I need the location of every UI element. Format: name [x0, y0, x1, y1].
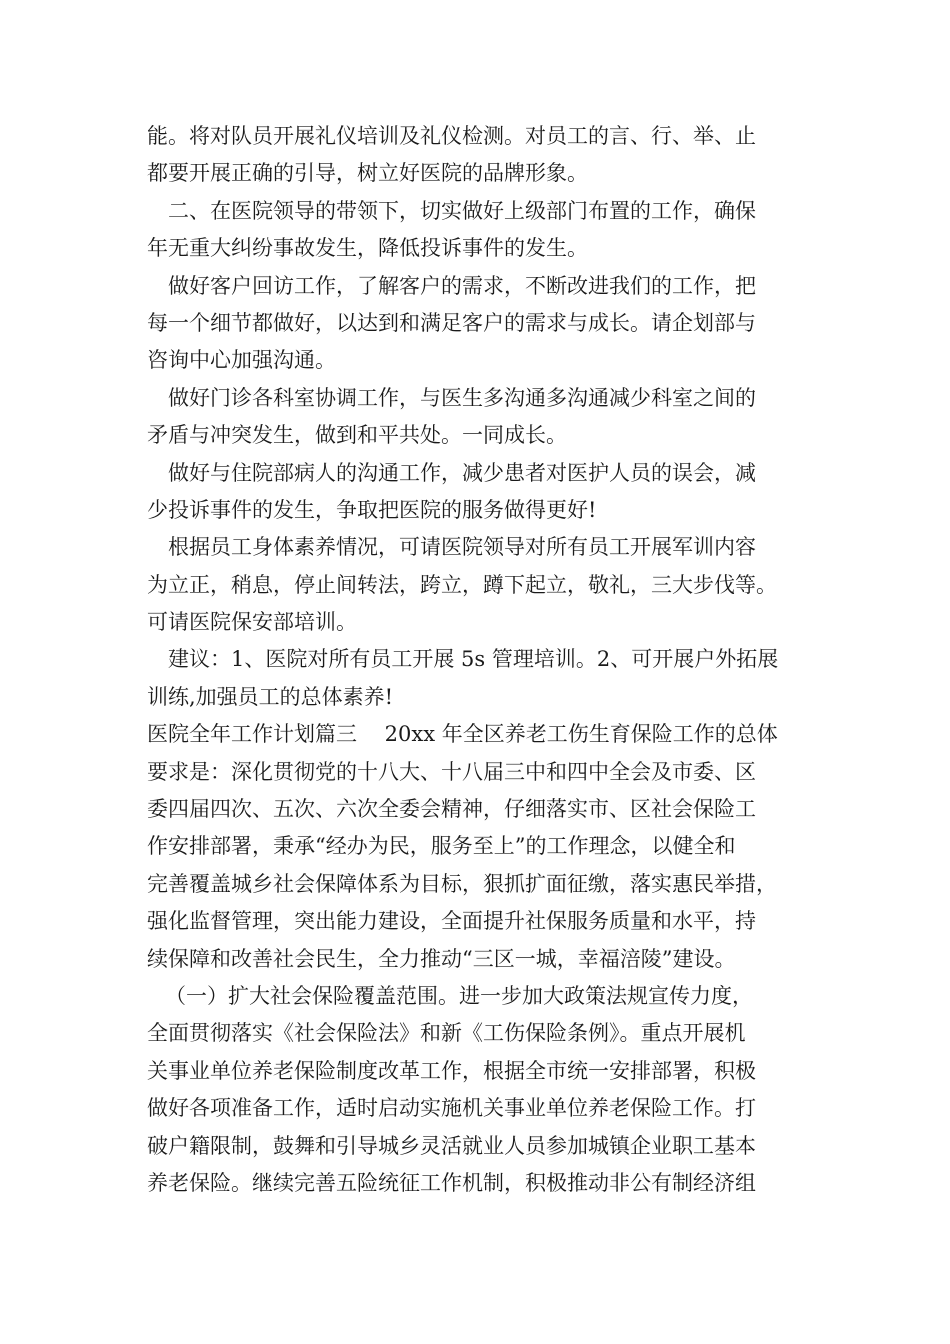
text-line: 可请医院保安部培训。	[147, 610, 357, 635]
text-line: 训练,加强员工的总体素养!	[147, 684, 394, 709]
text-line: 建议：1、医院对所有员工开展 5s 管理培训。2、可开展户外拓展	[168, 647, 779, 672]
section-heading-line: 医院全年工作计划篇三 20xx 年全区养老工伤生育保险工作的总体	[147, 722, 778, 747]
text-line: 矛盾与冲突发生，做到和平共处。一同成长。	[147, 423, 567, 448]
text-line: 做好与住院部病人的沟通工作，减少患者对医护人员的误会，减	[168, 460, 756, 485]
text-line: 能。将对队员开展礼仪培训及礼仪检测。对员工的言、行、举、止	[147, 124, 756, 148]
text-line: 养老保险。继续完善五险统征工作机制，积极推动非公有制经济组	[147, 1170, 756, 1195]
text-line: （一）扩大社会保险覆盖范围。进一步加大政策法规宣传力度，	[165, 983, 753, 1008]
text-line: 破户籍限制，鼓舞和引导城乡灵活就业人员参加城镇企业职工基本	[147, 1133, 756, 1158]
text-line: 少投诉事件的发生，争取把医院的服务做得更好!	[147, 497, 597, 522]
text-line: 完善覆盖城乡社会保障体系为目标，狠抓扩面征缴，落实惠民举措，	[147, 871, 777, 896]
text-line: 做好门诊各科室协调工作，与医生多沟通多沟通减少科室之间的	[168, 385, 756, 410]
text-line: 强化监督管理，突出能力建设，全面提升社保服务质量和水平，持	[147, 909, 756, 934]
text-line: 根据员工身体素养情况，可请医院领导对所有员工开展军训内容	[168, 535, 756, 560]
text-line: 关事业单位养老保险制度改革工作，根据全市统一安排部署，积极	[147, 1058, 756, 1083]
text-line: 每一个细节都做好，以达到和满足客户的需求与成长。请企划部与	[147, 310, 756, 335]
text-line: 全面贯彻落实《社会保险法》和新《工伤保险条例》。重点开展机	[147, 1021, 746, 1046]
document-body	[147, 118, 827, 1202]
text-line: 二、在医院领导的带领下，切实做好上级部门布置的工作，确保	[168, 198, 756, 223]
text-line: 做好客户回访工作，了解客户的需求，不断改进我们的工作，把	[168, 273, 756, 298]
text-line: 咨询中心加强沟通。	[147, 348, 336, 373]
text-line: 为立正，稍息，停止间转法，跨立，蹲下起立，敬礼，三大步伐等。	[147, 572, 777, 597]
text-line: 续保障和改善社会民生，全力推动“三区一城，幸福涪陵”建设。	[147, 946, 736, 971]
text-line: 要求是：深化贯彻党的十八大、十八届三中和四中全会及市委、区	[147, 759, 756, 784]
text-line: 委四届四次、五次、六次全委会精神，仔细落实市、区社会保险工	[147, 797, 756, 822]
text-line: 作安排部署，秉承“经办为民，服务至上”的工作理念，以健全和	[147, 834, 736, 859]
text-line: 年无重大纠纷事故发生，降低投诉事件的发生。	[147, 236, 588, 261]
text-line: 都要开展正确的引导，树立好医院的品牌形象。	[147, 161, 588, 186]
text-line: 做好各项准备工作，适时启动实施机关事业单位养老保险工作。打	[147, 1096, 756, 1121]
